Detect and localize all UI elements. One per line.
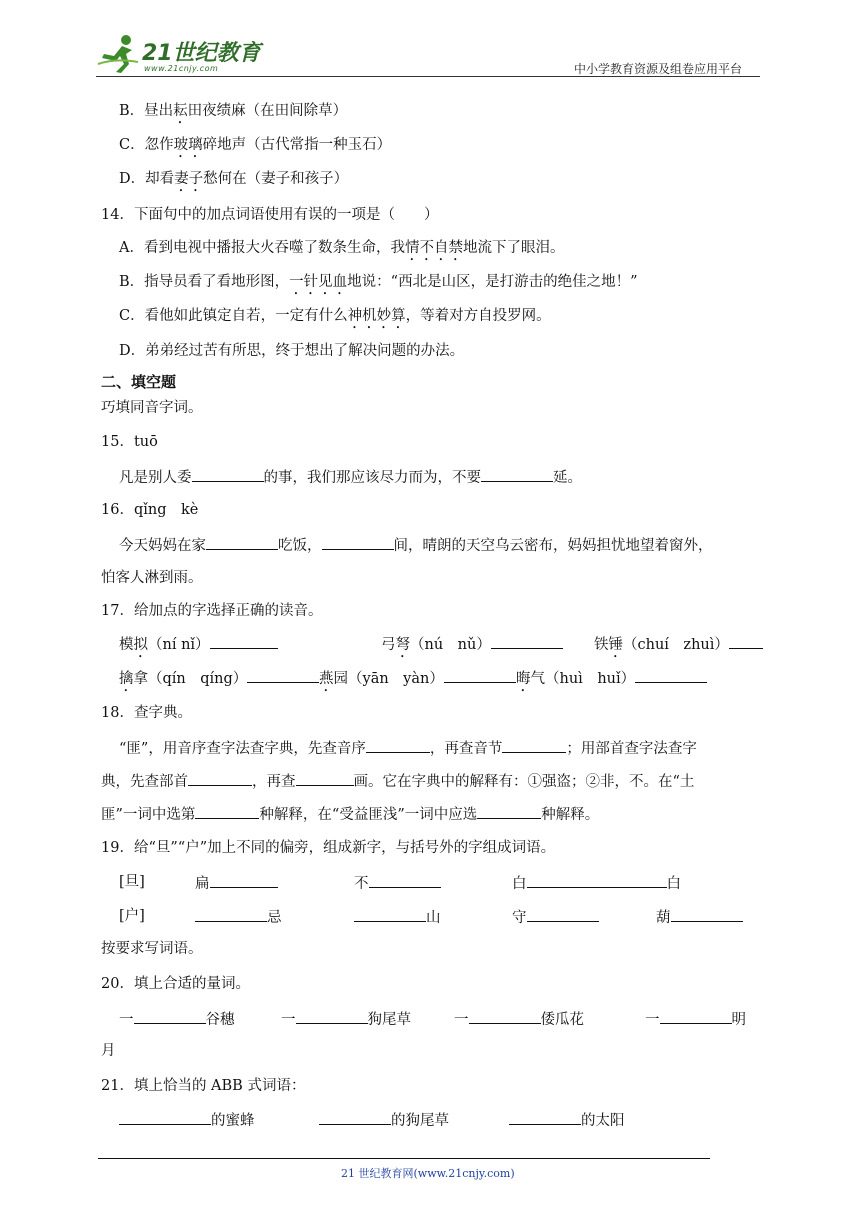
answer-blank[interactable] — [210, 872, 278, 888]
answer-blank[interactable] — [247, 667, 319, 683]
q20-item-2: 一 狗尾草 — [281, 1008, 411, 1030]
answer-blank[interactable] — [195, 803, 259, 819]
q19-row-2-label: [户] — [119, 908, 145, 924]
q19-row-2-c: 守 — [512, 906, 599, 928]
answer-blank[interactable] — [369, 872, 441, 888]
answer-blank[interactable] — [527, 872, 667, 888]
answer-blank[interactable] — [635, 667, 707, 683]
q19-row-2-a: 忌 — [195, 906, 282, 928]
q18-line-2: 典，先查部首 ，再查 画。它在字典中的解释有：①强盗；②非，不。在“土 — [101, 770, 694, 792]
answer-blank[interactable] — [296, 1008, 368, 1024]
runner-logo-icon — [96, 34, 140, 74]
answer-blank[interactable] — [119, 1109, 211, 1125]
answer-blank[interactable] — [210, 633, 278, 649]
answer-blank[interactable] — [502, 737, 566, 753]
q20-item-3: 一 倭瓜花 — [454, 1008, 584, 1030]
footer-divider — [98, 1158, 710, 1159]
q20-item-4-cont: 月 — [101, 1043, 116, 1059]
q18-stem: 18．查字典。 — [101, 705, 192, 721]
platform-title: 中小学教育资源及组卷应用平台 — [574, 62, 743, 76]
q16-number: 16．qǐng kè — [101, 502, 199, 518]
q16-sentence: 今天妈妈在家 吃饭， 间，晴朗的天空乌云密布，妈妈担忧地望着窗外， — [119, 534, 713, 556]
q15-sentence: 凡是别人委 的事，我们那应该尽力而为，不要 延。 — [119, 466, 582, 488]
answer-blank[interactable] — [188, 770, 252, 786]
logo-text: 21世纪教育 — [142, 41, 261, 66]
q19-note: 按要求写词语。 — [101, 941, 203, 957]
q13-option-c: C．忽作玻璃碎地声（古代常指一种玉石） — [119, 137, 392, 153]
q19-row-1-b: 不 — [354, 872, 441, 894]
answer-blank[interactable] — [477, 803, 541, 819]
answer-blank[interactable] — [481, 466, 553, 482]
answer-blank[interactable] — [296, 770, 354, 786]
q21-item-1: 的蜜蜂 — [119, 1109, 255, 1131]
answer-blank[interactable] — [491, 633, 563, 649]
q14-option-a: A．看到电视中播报大火吞噬了数条生命，我情不自禁地流下了眼泪。 — [119, 240, 565, 256]
answer-blank[interactable] — [319, 1109, 391, 1125]
q19-row-1-c: 白 白 — [512, 872, 681, 894]
q19-stem: 19．给“旦”“户”加上不同的偏旁，组成新字，与括号外的字组成词语。 — [101, 840, 556, 856]
answer-blank[interactable] — [527, 906, 599, 922]
section-title: 二、填空题 — [101, 373, 177, 391]
q20-item-1: 一 谷穗 — [119, 1008, 235, 1030]
q15-number: 15．tuō — [101, 434, 158, 450]
answer-blank[interactable] — [509, 1109, 581, 1125]
q13-option-d: D．却看妻子愁何在（妻子和孩子） — [119, 171, 349, 187]
q19-row-2-d: 葫 — [656, 906, 743, 928]
q21-item-3: 的太阳 — [509, 1109, 625, 1131]
q17-stem: 17．给加点的字选择正确的读音。 — [101, 603, 323, 619]
q18-line-3: 匪”一词中选第 种解释，在“受益匪浅”一词中应选 种解释。 — [101, 803, 599, 825]
q17-item-5: 燕园（yān yàn） — [319, 667, 516, 695]
q19-row-1-label: [旦] — [119, 874, 145, 890]
answer-blank[interactable] — [469, 1008, 541, 1024]
q17-item-2: 弓弩（nú nǔ） — [381, 633, 563, 661]
q21-stem: 21．填上恰当的 ABB 式词语： — [101, 1078, 306, 1094]
answer-blank[interactable] — [134, 1008, 206, 1024]
q14-option-b: B．指导员看了看地形图，一针见血地说：“西北是山区，是打游击的绝佳之地！” — [119, 274, 638, 290]
q13-option-b: B．昼出耘田夜绩麻（在田间除草） — [119, 103, 348, 119]
answer-blank[interactable] — [322, 534, 394, 550]
answer-blank[interactable] — [192, 466, 264, 482]
q14-option-c: C．看他如此镇定自若，一定有什么神机妙算，等着对方自投罗网。 — [119, 308, 551, 324]
q16-sentence-cont: 怕客人淋到雨。 — [101, 570, 203, 586]
q17-item-3: 铁锤（chuí zhuì） — [594, 633, 763, 661]
q21-item-2: 的狗尾草 — [319, 1109, 449, 1131]
q14-option-d: D．弟弟经过苦有所思，终于想出了解决问题的办法。 — [119, 343, 465, 359]
q18-line-1: “匪”，用音序查字法查字典，先查音序 ，再查音节 ；用部首查字法查字 — [119, 737, 697, 759]
q17-item-1: 模拟（ní nǐ） — [119, 633, 278, 661]
logo-url: www.21cnjy.com — [144, 64, 219, 73]
q14-stem: 14．下面句中的加点词语使用有误的一项是（ ） — [101, 207, 439, 223]
answer-blank[interactable] — [444, 667, 516, 683]
q20-item-4: 一 明 — [645, 1008, 746, 1030]
footer-link[interactable]: 21 世纪教育网(www.21cnjy.com) — [341, 1167, 515, 1180]
header-divider — [96, 76, 760, 77]
q19-row-2-b: 山 — [354, 906, 441, 928]
answer-blank[interactable] — [206, 534, 278, 550]
q17-item-6: 晦气（huì huǐ） — [516, 667, 707, 695]
section-intro: 巧填同音字词。 — [101, 400, 203, 416]
answer-blank[interactable] — [671, 906, 743, 922]
q17-item-4: 擒拿（qín qíng） — [119, 667, 319, 695]
answer-blank[interactable] — [354, 906, 426, 922]
answer-blank[interactable] — [729, 633, 763, 649]
answer-blank[interactable] — [366, 737, 430, 753]
answer-blank[interactable] — [660, 1008, 732, 1024]
q20-stem: 20．填上合适的量词。 — [101, 976, 250, 992]
answer-blank[interactable] — [195, 906, 267, 922]
q19-row-1-a: 扁 — [195, 872, 278, 894]
